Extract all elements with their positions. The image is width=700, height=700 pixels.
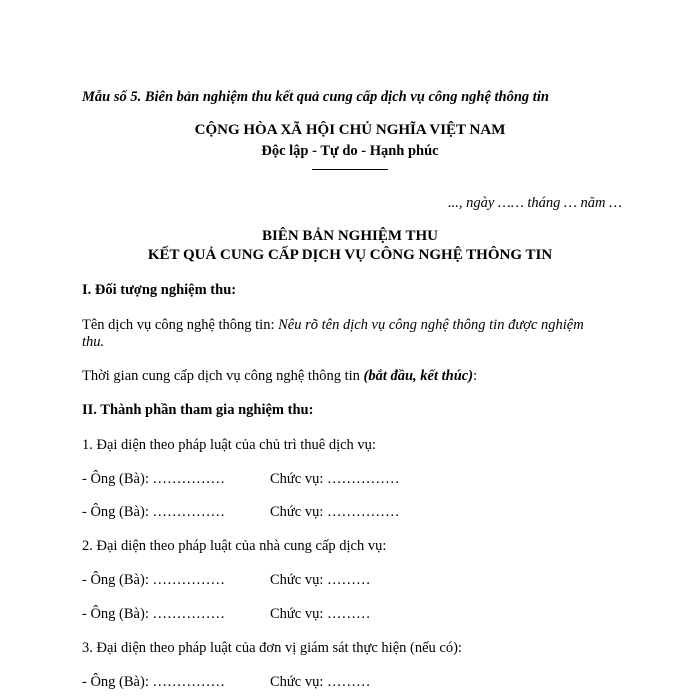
header-underline — [312, 169, 388, 170]
service-time-suffix: : — [473, 368, 478, 384]
group-1-row-2-role: Chức vụ: …………… — [270, 504, 400, 520]
group-1-title: 1. Đại diện theo pháp luật của chủ trì thuê dịch vụ: — [82, 437, 376, 453]
template-title: Mẫu số 5. Biên bản nghiệm thu kết quả cung cấp dịch vụ công nghệ thông tin — [82, 89, 549, 105]
date-line: ..., ngày …… tháng … năm … — [448, 195, 623, 211]
group-3-row-1-name: - Ông (Bà): …………… — [82, 674, 225, 690]
service-name-label: Tên dịch vụ công nghệ thông tin: — [82, 317, 279, 333]
group-3-title: 3. Đại diện theo pháp luật của đơn vị giám sát thực hiện (nếu có): — [82, 640, 462, 656]
doc-title-line1: BIÊN BẢN NGHIỆM THU — [261, 228, 438, 244]
group-2-row-2-role: Chức vụ: ……… — [270, 606, 371, 622]
doc-title-line2: KẾT QUẢ CUNG CẤP DỊCH VỤ CÔNG NGHỆ THÔNG TIN — [147, 247, 553, 263]
service-time-hint: (bắt đầu, kết thúc) — [363, 368, 474, 384]
service-name-hint-cont: thu. — [82, 334, 105, 350]
service-time-label: Thời gian cung cấp dịch vụ công nghệ thông tin — [82, 368, 364, 384]
group-1-row-1-name: - Ông (Bà): …………… — [82, 471, 225, 487]
group-2-row-1-name: - Ông (Bà): …………… — [82, 572, 225, 588]
service-time-line — [82, 368, 477, 385]
group-2-row-2-name: - Ông (Bà): …………… — [82, 606, 225, 622]
nation-heading: CỘNG HÒA XÃ HỘI CHỦ NGHĨA VIỆT NAM — [194, 122, 506, 138]
section2-heading: II. Thành phần tham gia nghiệm thu: — [82, 402, 314, 418]
group-3-row-1-role: Chức vụ: ……… — [270, 674, 371, 690]
group-2-title: 2. Đại diện theo pháp luật của nhà cung cấp dịch vụ: — [82, 538, 387, 554]
service-name-line — [82, 317, 584, 334]
service-name-hint: Nêu rõ tên dịch vụ công nghệ thông tin được nghiệm — [278, 317, 584, 333]
group-1-row-1-role: Chức vụ: …………… — [270, 471, 400, 487]
motto: Độc lập - Tự do - Hạnh phúc — [261, 143, 439, 159]
group-2-row-1-role: Chức vụ: ……… — [270, 572, 371, 588]
section1-heading: I. Đối tượng nghiệm thu: — [82, 282, 237, 298]
group-1-row-2-name: - Ông (Bà): …………… — [82, 504, 225, 520]
